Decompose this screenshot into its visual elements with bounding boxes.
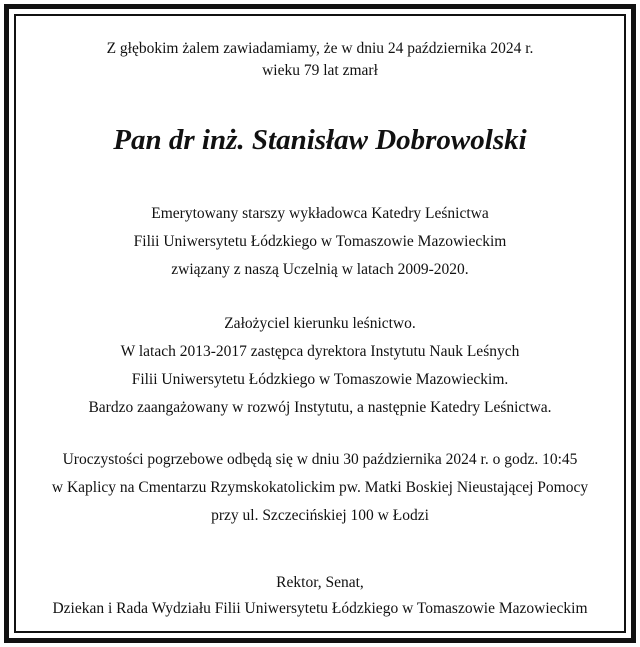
text-line: Emerytowany starszy wykładowca Katedry Leśnictwa — [151, 205, 489, 222]
intro-line: Z głębokim żalem zawiadamiamy, że w dniu 24 października 2024 r. — [106, 40, 534, 57]
signature-line: Rektor, Senat, — [276, 574, 364, 591]
intro-line: wieku 79 lat zmarł — [262, 62, 378, 79]
text-line: Filii Uniwersytetu Łódzkiego w Tomaszowie Mazowieckim — [133, 233, 507, 250]
text-line: związany z naszą Uczelnią w latach 2009-2020. — [171, 261, 469, 278]
signature-line: Dziekan i Rada Wydziału Filii Uniwersytetu Łódzkiego w Tomaszowie Mazowieckim — [52, 600, 588, 617]
text-line: w Kaplicy na Cmentarzu Rzymskokatolickim pw. Matki Boskiej Nieustającej Pomocy — [51, 479, 589, 496]
deceased-name: Pan dr inż. Stanisław Dobrowolski — [113, 124, 527, 156]
career-block — [16, 200, 624, 284]
text-line: W latach 2013-2017 zastępca dyrektora Instytutu Nauk Leśnych — [120, 343, 520, 360]
text-line: Założyciel kierunku leśnictwo. — [224, 315, 416, 332]
intro-text — [16, 38, 624, 82]
signature-block — [16, 570, 624, 622]
text-line: przy ul. Szczecińskiej 100 w Łodzi — [211, 507, 429, 524]
funeral-info-block — [16, 446, 624, 530]
text-line: Uroczystości pogrzebowe odbędą się w dniu 30 października 2024 r. o godz. 10:45 — [62, 451, 578, 468]
text-line: Bardzo zaangażowany w rozwój Instytutu, a następnie Katedry Leśnictwa. — [88, 399, 552, 416]
achievements-block — [16, 310, 624, 422]
obituary-notice — [16, 16, 624, 631]
text-line: Filii Uniwersytetu Łódzkiego w Tomaszowie Mazowieckim. — [131, 371, 509, 388]
